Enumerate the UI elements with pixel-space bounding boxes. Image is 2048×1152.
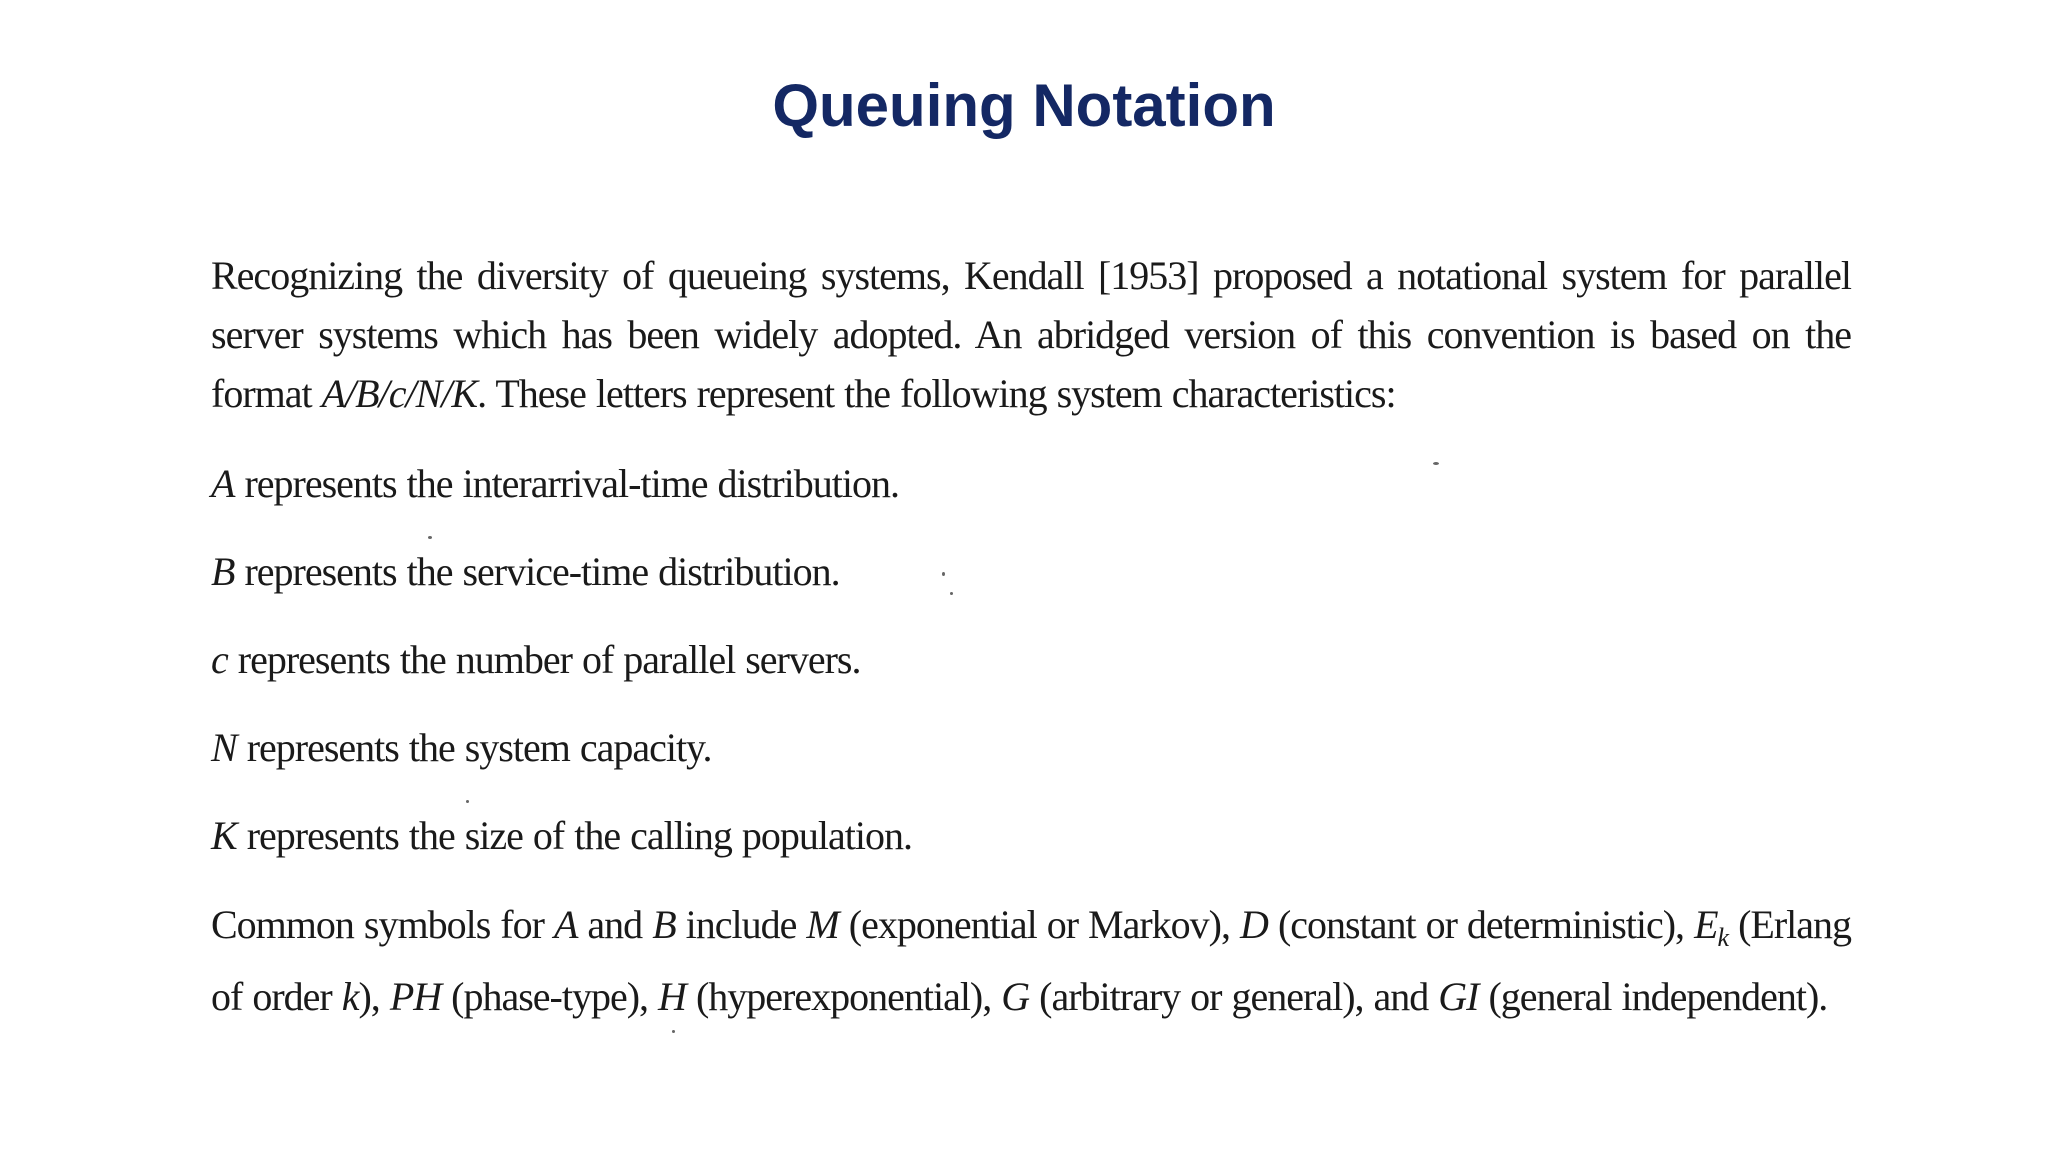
symbol-k: k: [341, 974, 359, 1019]
definition-k: [211, 806, 1851, 865]
common-text: Common symbols for: [211, 902, 554, 947]
common-text: (general independent).: [1478, 974, 1828, 1019]
definition-a: [211, 454, 1851, 513]
definition-text: represents the size of the calling population.: [236, 813, 913, 858]
common-symbols-paragraph: [211, 895, 1851, 1026]
symbol-d: D: [1240, 902, 1268, 947]
common-text: include: [675, 902, 807, 947]
slide-title: Queuing Notation: [772, 72, 1276, 139]
definition-text: represents the system capacity.: [236, 725, 712, 770]
scan-speck: [950, 592, 953, 595]
definition-symbol: N: [211, 725, 237, 770]
format-notation: A/B/c/N/K: [321, 371, 478, 416]
common-text: (constant or deterministic),: [1267, 902, 1695, 947]
scanned-text-block: [211, 246, 1851, 1026]
symbol-m: M: [806, 902, 839, 947]
definition-text: represents the number of parallel servers.: [227, 637, 861, 682]
common-text: (phase-type),: [441, 974, 659, 1019]
common-text: (exponential or Markov),: [838, 902, 1241, 947]
definition-n: [211, 718, 1851, 777]
common-text: and: [577, 902, 653, 947]
common-text: (arbitrary or general), and: [1029, 974, 1439, 1019]
definition-b: [211, 542, 1851, 601]
symbol-gi: GI: [1438, 974, 1479, 1019]
common-text: (Erlang of order: [211, 902, 1852, 1019]
scan-speck: [672, 1030, 675, 1033]
symbol-h: H: [658, 974, 686, 1019]
symbol-ph: PH: [389, 974, 442, 1019]
definition-symbol: B: [211, 549, 235, 594]
definition-symbol: A: [211, 461, 235, 506]
symbol-b: B: [652, 902, 676, 947]
common-text: ),: [358, 974, 390, 1019]
definition-symbol: c: [211, 637, 228, 682]
symbol-e: E: [1694, 902, 1718, 947]
definition-text: represents the service-time distribution.: [234, 549, 840, 594]
scan-speck: [428, 536, 432, 539]
scan-speck: [942, 572, 945, 576]
scan-speck: [466, 800, 469, 803]
definition-c: [211, 630, 1851, 689]
definition-symbol: K: [211, 813, 237, 858]
scan-speck: [1433, 462, 1439, 465]
symbol-a: A: [553, 902, 578, 947]
intro-paragraph: [211, 246, 1851, 423]
symbol-e-subscript: k: [1717, 923, 1729, 952]
intro-text-b: . These letters represent the following system characteristics:: [477, 371, 1396, 416]
common-text: (hyperexponential),: [685, 974, 1002, 1019]
intro-text-a: Recognizing the diversity of queueing systems, Kendall [1953] proposed a notational system for parallel server systems which has been widely adopted. An abridged version of this convention is based on the format: [211, 253, 1851, 416]
definition-text: represents the interarrival-time distribution.: [234, 461, 899, 506]
symbol-g: G: [1001, 974, 1030, 1019]
